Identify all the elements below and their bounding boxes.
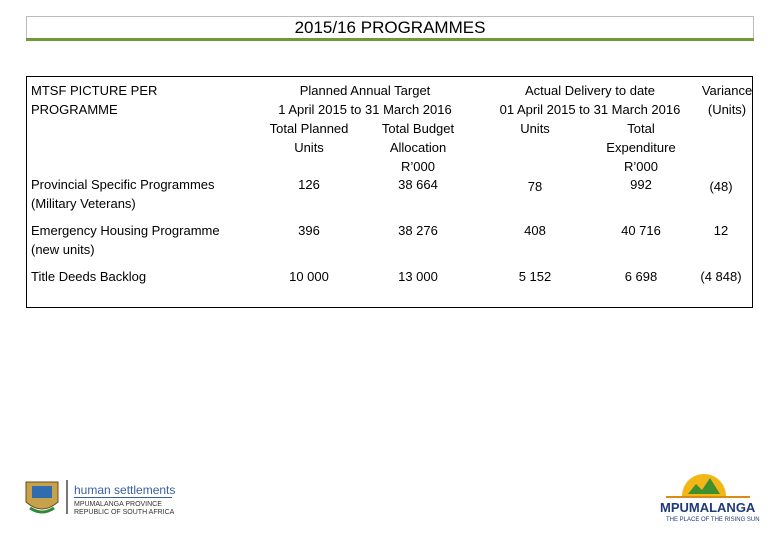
- human-settlements-logo: [22, 478, 182, 518]
- cell-variance: (48): [709, 179, 733, 194]
- row-label-title-deeds: [31, 267, 249, 286]
- header-total-expenditure: [581, 119, 701, 176]
- cell-actual-units: 408: [524, 223, 546, 238]
- svg-text:MPUMALANGA: MPUMALANGA: [660, 500, 756, 515]
- row-label-line: Title Deeds Backlog: [31, 269, 147, 284]
- svg-text:REPUBLIC OF SOUTH AFRICA: REPUBLIC OF SOUTH AFRICA: [74, 509, 175, 516]
- rising-sun-icon: [652, 470, 762, 526]
- cell-planned-units: 126: [298, 177, 320, 192]
- header-total-planned-units: [259, 119, 359, 157]
- header-line: Total Budget: [381, 121, 455, 136]
- cell-budget: 38 664: [398, 177, 438, 192]
- row-label-emergency-housing: [31, 221, 249, 259]
- mpumalanga-logo: [652, 470, 762, 526]
- cell-budget: 38 276: [398, 223, 438, 238]
- row-label-military-veterans: [31, 175, 249, 213]
- cell-actual-units: 5 152: [518, 269, 552, 284]
- header-line: Variance: [701, 83, 753, 98]
- header-line: 01 April 2015 to 31 March 2016: [499, 102, 681, 117]
- header-line: Actual Delivery to date: [524, 83, 656, 98]
- coat-of-arms-icon: [22, 478, 182, 518]
- header-line: Units: [520, 121, 550, 136]
- row-label-line: Emergency Housing Programme: [31, 223, 220, 238]
- header-line: R’000: [624, 159, 658, 174]
- title-underline: [26, 38, 754, 41]
- header-line: MTSF PICTURE PER: [31, 83, 158, 98]
- header-line: Allocation: [389, 140, 447, 155]
- header-line: Expenditure: [606, 140, 676, 155]
- cell-budget: 13 000: [398, 269, 438, 284]
- header-planned-target: [255, 81, 475, 119]
- header-line: (Units): [707, 102, 747, 117]
- header-actual-units: [485, 119, 585, 138]
- row-label-line: (new units): [31, 242, 95, 257]
- svg-text:human settlements: human settlements: [74, 483, 176, 497]
- header-line: Total: [627, 121, 655, 136]
- header-actual-delivery: [479, 81, 701, 119]
- header-line: PROGRAMME: [31, 102, 118, 117]
- header-line: Total Planned: [269, 121, 349, 136]
- header-line: Units: [294, 140, 324, 155]
- cell-expenditure: 40 716: [621, 223, 661, 238]
- header-line: Planned Annual Target: [299, 83, 431, 98]
- cell-expenditure: 992: [630, 177, 652, 192]
- header-total-budget: [361, 119, 475, 176]
- cell-expenditure: 6 698: [624, 269, 658, 284]
- svg-text:MPUMALANGA PROVINCE: MPUMALANGA PROVINCE: [74, 501, 162, 508]
- programmes-table: [26, 76, 753, 308]
- cell-planned-units: 396: [298, 223, 320, 238]
- header-line: 1 April 2015 to 31 March 2016: [278, 102, 452, 117]
- svg-text:THE PLACE OF THE RISING SUN: THE PLACE OF THE RISING SUN: [666, 517, 760, 523]
- row-label-line: Provincial Specific Programmes: [31, 177, 215, 192]
- header-line: R’000: [401, 159, 435, 174]
- cell-variance: 12: [713, 223, 729, 238]
- header-mtsf-picture: [31, 81, 231, 119]
- row-label-line: (Military Veterans): [31, 196, 136, 211]
- cell-variance: (4 848): [700, 269, 742, 284]
- header-variance: [693, 81, 761, 119]
- cell-planned-units: 10 000: [289, 269, 329, 284]
- cell-actual-units: 78: [527, 179, 543, 194]
- page-title: 2015/16 PROGRAMMES: [26, 16, 754, 39]
